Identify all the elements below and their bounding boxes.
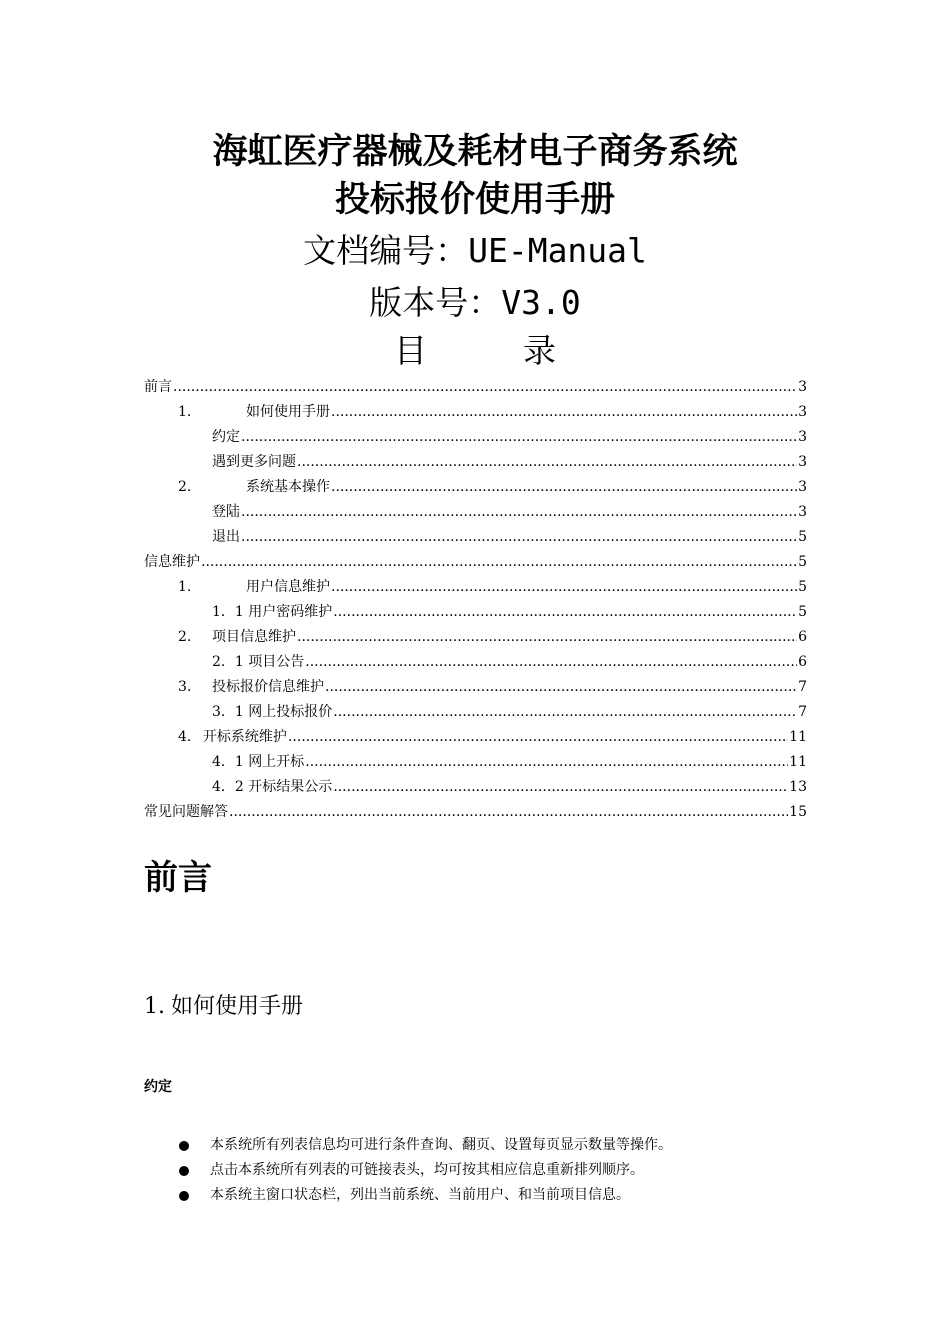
toc-entry-basic-operations[interactable] [144,475,807,500]
list-item [176,1133,796,1158]
toc-entry-project-info[interactable] [144,625,807,650]
document-title-line2: 投标报价使用手册 [334,180,615,220]
section-title: 如何使用手册 [171,994,304,1019]
toc-leader-dots [297,625,797,650]
toc-leader-dots [331,400,797,425]
toc-entry-project-notice[interactable] [144,650,807,675]
toc-entry-number: 2. [178,629,192,645]
toc-entry-bid-info[interactable] [144,675,807,700]
toc-entry-number: 1. [178,579,192,595]
toc-page-number: 5 [798,579,807,595]
toc-entry-text: 遇到更多问题 [212,454,296,470]
toc-page-number: 3 [798,454,807,470]
document-title-line1: 海虹医疗器械及耗材电子商务系统 [212,132,738,172]
toc-entry-text: 4．1 网上开标 [212,754,305,770]
toc-heading-right: 录 [523,331,556,370]
toc-entry-text: 2．1 项目公告 [212,654,305,670]
list-item-text: 点击本系统所有列表的可链接表头，均可按其相应信息重新排列顺序。 [210,1162,644,1178]
toc-page-number: 7 [798,704,807,720]
toc-page-number: 3 [798,379,807,395]
toc-entry-text: 用户信息维护 [246,579,330,595]
toc-entry-user-info[interactable] [144,575,807,600]
toc-entry-text: 约定 [212,429,240,445]
version-value: V3.0 [501,283,581,322]
table-of-contents [144,375,807,825]
version-label: 版本号： [369,283,502,322]
toc-entry-opening-results[interactable] [144,775,807,800]
toc-page-number: 11 [789,754,807,770]
toc-entry-number: 3. [178,679,192,695]
toc-leader-dots [229,800,788,825]
toc-leader-dots [241,425,797,450]
toc-page-number: 6 [798,654,807,670]
toc-heading [0,328,950,374]
conventions-list [176,1133,796,1208]
toc-entry-text: 登陆 [212,504,240,520]
toc-entry-text: 3．1 网上投标报价 [212,704,333,720]
toc-entry-text: 投标报价信息维护 [212,679,324,695]
toc-entry-opening-system[interactable] [144,725,807,750]
toc-entry-text: 常见问题解答 [144,804,228,820]
document-version [0,280,950,326]
toc-leader-dots [305,650,797,675]
toc-leader-dots [331,575,797,600]
toc-entry-text: 如何使用手册 [246,404,330,420]
toc-entry-more-problems[interactable] [144,450,807,475]
bullet-icon [179,1166,189,1176]
toc-entry-text: 信息维护 [144,554,200,570]
toc-page-number: 15 [789,804,807,820]
preface-heading: 前言 [144,858,212,898]
toc-entry-info-maintenance[interactable] [144,550,807,575]
toc-page-number: 5 [798,604,807,620]
toc-entry-faq[interactable] [144,800,807,825]
list-item-text: 本系统所有列表信息均可进行条件查询、翻页、设置每页显示数量等操作。 [210,1137,672,1153]
toc-entry-conventions[interactable] [144,425,807,450]
bullet-icon [179,1191,189,1201]
list-item [176,1183,796,1208]
toc-entry-text: 项目信息维护 [212,629,296,645]
toc-page-number: 3 [798,504,807,520]
section-heading-how-to-use [144,990,303,1024]
toc-entry-text: 1．1 用户密码维护 [212,604,333,620]
subsection-heading-conventions: 约定 [144,1079,172,1095]
document-number-value: UE-Manual [468,231,647,270]
toc-leader-dots [201,550,797,575]
toc-entry-password[interactable] [144,600,807,625]
toc-leader-dots [297,450,797,475]
list-item-text: 本系统主窗口状态栏，列出当前系统、当前用户、和当前项目信息。 [210,1187,630,1203]
toc-page-number: 5 [798,529,807,545]
toc-leader-dots [241,500,797,525]
toc-page-number: 3 [798,429,807,445]
toc-entry-logout[interactable] [144,525,807,550]
toc-leader-dots [333,775,788,800]
toc-entry-text: 4．2 开标结果公示 [212,779,333,795]
toc-entry-number: 4． [178,729,201,745]
toc-entry-text: 退出 [212,529,240,545]
toc-page-number: 3 [798,404,807,420]
toc-entry-login[interactable] [144,500,807,525]
toc-page-number: 6 [798,629,807,645]
toc-entry-text: 系统基本操作 [246,479,330,495]
toc-entry-text: 开标系统维护 [202,729,287,745]
toc-leader-dots [333,700,797,725]
toc-heading-left: 目 [394,331,427,370]
toc-entry-preface[interactable] [144,375,807,400]
toc-leader-dots [325,675,797,700]
toc-leader-dots [173,375,797,400]
toc-entry-text: 前言 [144,379,172,395]
bullet-icon [179,1141,189,1151]
toc-entry-number: 2. [178,479,192,495]
toc-page-number: 13 [789,779,807,795]
document-number [0,228,950,274]
toc-leader-dots [333,600,797,625]
toc-entry-online-opening[interactable] [144,750,807,775]
toc-leader-dots [288,725,788,750]
section-number: 1. [144,994,165,1019]
toc-leader-dots [305,750,788,775]
document-number-label: 文档编号： [303,231,469,270]
toc-page-number: 7 [798,679,807,695]
toc-page-number: 3 [798,479,807,495]
toc-entry-number: 1. [178,404,192,420]
toc-entry-how-to-use[interactable] [144,400,807,425]
toc-page-number: 11 [789,729,807,745]
toc-entry-online-bid[interactable] [144,700,807,725]
toc-leader-dots [331,475,797,500]
toc-leader-dots [241,525,797,550]
list-item [176,1158,796,1183]
toc-page-number: 5 [798,554,807,570]
